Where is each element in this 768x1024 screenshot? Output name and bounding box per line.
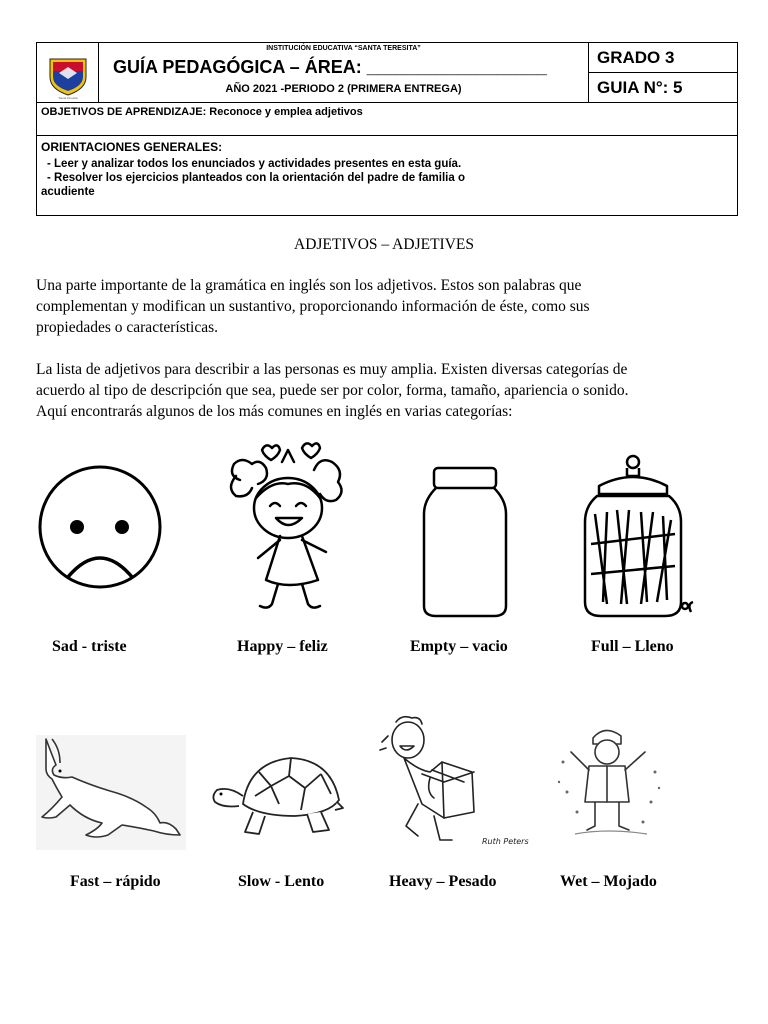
- grade-label: GRADO 3: [597, 48, 675, 67]
- paragraph-2: [36, 359, 736, 422]
- sad-face-icon: [36, 463, 166, 593]
- rabbit-icon: [36, 735, 186, 850]
- adjective-caption: Heavy – Pesado: [389, 873, 497, 890]
- guide-number-cell: [589, 73, 737, 103]
- empty-jar-icon: [420, 466, 510, 618]
- school-shield-icon: [37, 43, 99, 103]
- orientation-line: - Resolver los ejercicios planteados con la orientación del padre de familia o: [47, 172, 465, 184]
- adjective-caption: Empty – vacio: [410, 638, 508, 655]
- adjective-caption: Wet – Mojado: [560, 873, 657, 890]
- paragraph-line: Una parte importante de la gramática en inglés son los adjetivos. Estos son palabras que: [36, 277, 582, 294]
- section-heading: ADJETIVOS – ADJETIVES: [294, 236, 474, 253]
- heavy-box-boy-icon: [378, 712, 529, 854]
- adjective-caption: Happy – feliz: [237, 638, 328, 655]
- paragraph-line: acuerdo al tipo de descripción que sea, puede ser por color, forma, tamaño, apariencia o sonido.: [36, 382, 629, 399]
- signature-text: Ruth Peters: [482, 837, 529, 846]
- grade-cell: [589, 43, 737, 73]
- orientations-title: ORIENTACIONES GENERALES:: [41, 140, 223, 154]
- orientations-cell: [37, 136, 737, 215]
- paragraph-line: propiedades o características.: [36, 319, 219, 336]
- adjective-caption: Full – Lleno: [591, 638, 674, 655]
- objectives-cell: [37, 103, 737, 136]
- adjective-caption: Sad - triste: [52, 638, 127, 655]
- guide-title: GUÍA PEDAGÓGICA – ÁREA: __________________: [113, 57, 547, 77]
- paragraph-line: Aquí encontrarás algunos de los más comunes en inglés en varias categorías:: [36, 403, 513, 420]
- adjective-caption: Slow - Lento: [238, 873, 325, 890]
- adjective-caption: Fast – rápido: [70, 873, 161, 890]
- year-period: AÑO 2021 -PERIODO 2 (PRIMERA ENTREGA): [225, 83, 462, 95]
- title-cell: [99, 43, 589, 103]
- header-table: [36, 42, 738, 216]
- objectives-text: OBJETIVOS DE APRENDIZAJE: Reconoce y emplea adjetivos: [41, 106, 363, 118]
- svg-text:Santa Teresita: Santa Teresita: [58, 96, 78, 100]
- full-jar-icon: [577, 454, 697, 624]
- paragraph-1: [36, 275, 736, 338]
- happy-girl-icon: [222, 440, 352, 615]
- paragraph-line: complementan y modifican un sustantivo, proporcionando información de éste, como sus: [36, 298, 590, 315]
- orientation-line: acudiente: [41, 186, 95, 198]
- orientation-line: - Leer y analizar todos los enunciados y actividades presentes en esta guía.: [47, 158, 462, 170]
- wet-child-icon: [555, 722, 665, 838]
- guide-number: GUIA N°: 5: [597, 78, 683, 97]
- logo-cell: [37, 43, 99, 103]
- paragraph-line: La lista de adjetivos para describir a las personas es muy amplia. Existen diversas categorías de: [36, 361, 628, 378]
- institution-name: INSTITUCIÓN EDUCATIVA “SANTA TERESITA”: [266, 45, 421, 52]
- turtle-icon: [209, 752, 344, 842]
